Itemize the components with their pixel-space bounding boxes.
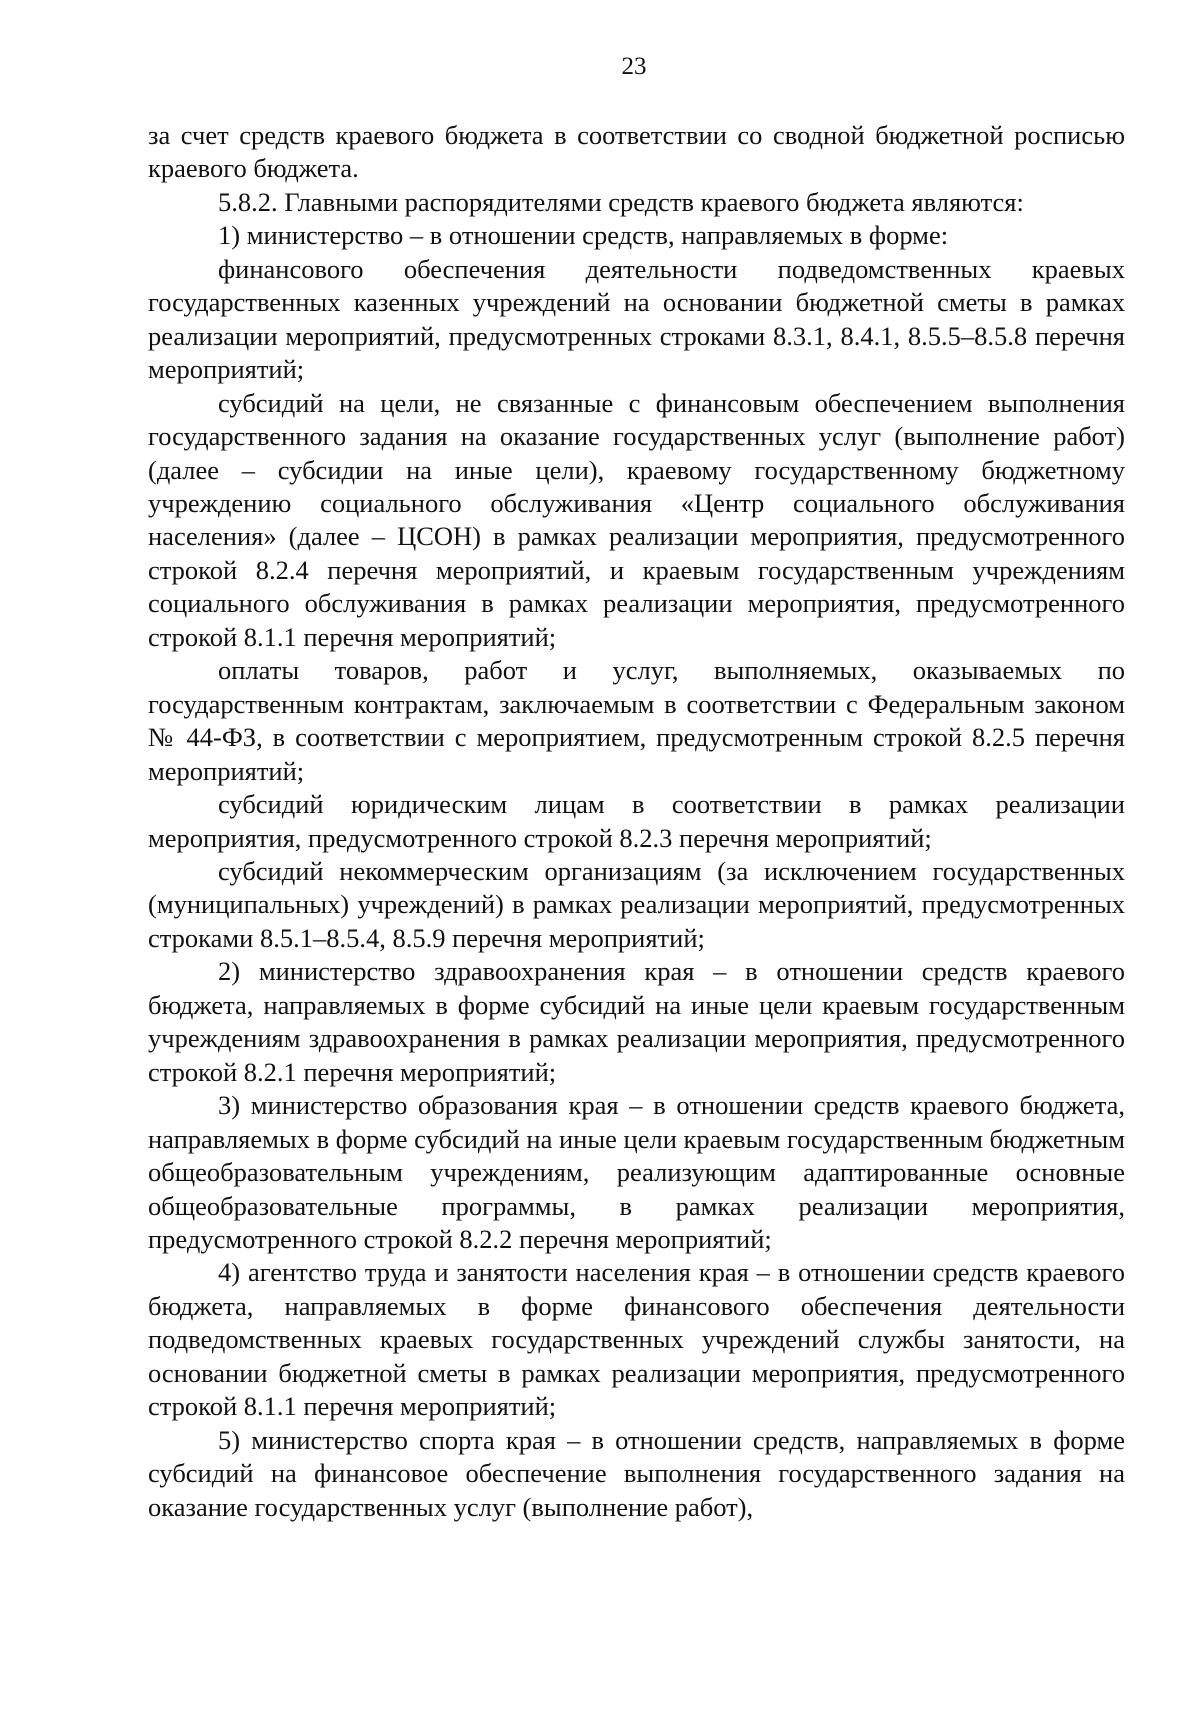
paragraph-subsidies-nonprofits: субсидий некоммерческим организациям (за исключением государственных (муниципальных) учреждений) в рамках реализации мероприятий, предусмотренных строками 8.5.1–8.5.4, 8.5.9 перечня мероприятий; — [148, 855, 1125, 953]
list-item-3: 3) министерство образования края – в отношении средств краевого бюджета, направляемых в форме субсидий на иные цели краевым государственным бюджетным общеобразовательным учреждениям, реализующим адаптированные основные общеобразовательные программы, в рамках реализации мероприятия, предусмотренного строкой 8.2.2 перечня мероприятий; — [148, 1090, 1125, 1254]
paragraph-5-8-2: 5.8.2. Главными распорядителями средств краевого бюджета являются: — [218, 186, 1024, 217]
paragraph-payment-contracts: оплаты товаров, работ и услуг, выполняемых, оказываемых по государственным контрактам, заключаемым в соответствии с Федеральным законом № 44-ФЗ, в соответствии с мероприятием, предусмотренным строкой 8.2.5 перечня мероприятий; — [148, 655, 1125, 786]
list-item-5: 5) министерство спорта края – в отношении средств, направляемых в форме субсидий на финансовое обеспечение выполнения государственного задания на оказание государственных услуг (выполнение работ), — [148, 1424, 1125, 1522]
list-item-2: 2) министерство здравоохранения края – в отношении средств краевого бюджета, направляемых в форме субсидий на иные цели краевым государственным учреждениям здравоохранения в рамках реализации мероприятия, предусмотренного строкой 8.2.1 перечня мероприятий; — [148, 956, 1125, 1087]
paragraph-financing: финансового обеспечения деятельности подведомственных краевых государственных казенных учреждений на основании бюджетной сметы в рамках реализации мероприятий, предусмотренных строками 8.3.1, 8.4.1, 8.5.5–8.5.8 перечня мероприятий; — [148, 253, 1125, 385]
paragraph-subsidies-legal-entities: субсидий юридическим лицам в соответствии в рамках реализации мероприятия, предусмотренного строкой 8.2.3 перечня мероприятий; — [148, 789, 1125, 853]
page-number: 23 — [621, 53, 647, 80]
list-item-1: 1) министерство – в отношении средств, направляемых в форме: — [218, 220, 949, 251]
paragraph-continuation: за счет средств краевого бюджета в соответствии со сводной бюджетной росписью краевого бюджета. — [148, 120, 1125, 184]
list-item-4: 4) агентство труда и занятости населения края – в отношении средств краевого бюджета, направляемых в форме финансового обеспечения деятельности подведомственных краевых государственных учреждений службы занятости, на основании бюджетной сметы в рамках реализации мероприятия, предусмотренного строкой 8.1.1 перечня мероприятий; — [148, 1257, 1125, 1422]
document-body — [148, 119, 1125, 1524]
paragraph-subsidies-other-goals: субсидий на цели, не связанные с финансовым обеспечением выполнения государственного задания на оказание государственных услуг (выполнение работ) (далее – субсидии на иные цели), краевому государственному бюджетному учреждению социального обслуживания «Центр социального обслуживания населения» (далее – ЦСОН) в рамках реализации мероприятия, предусмотренного строкой 8.2.4 перечня мероприятий, и краевым государственным учреждениям социального обслуживания в рамках реализации мероприятия, предусмотренного строкой 8.1.1 перечня мероприятий; — [148, 387, 1125, 652]
